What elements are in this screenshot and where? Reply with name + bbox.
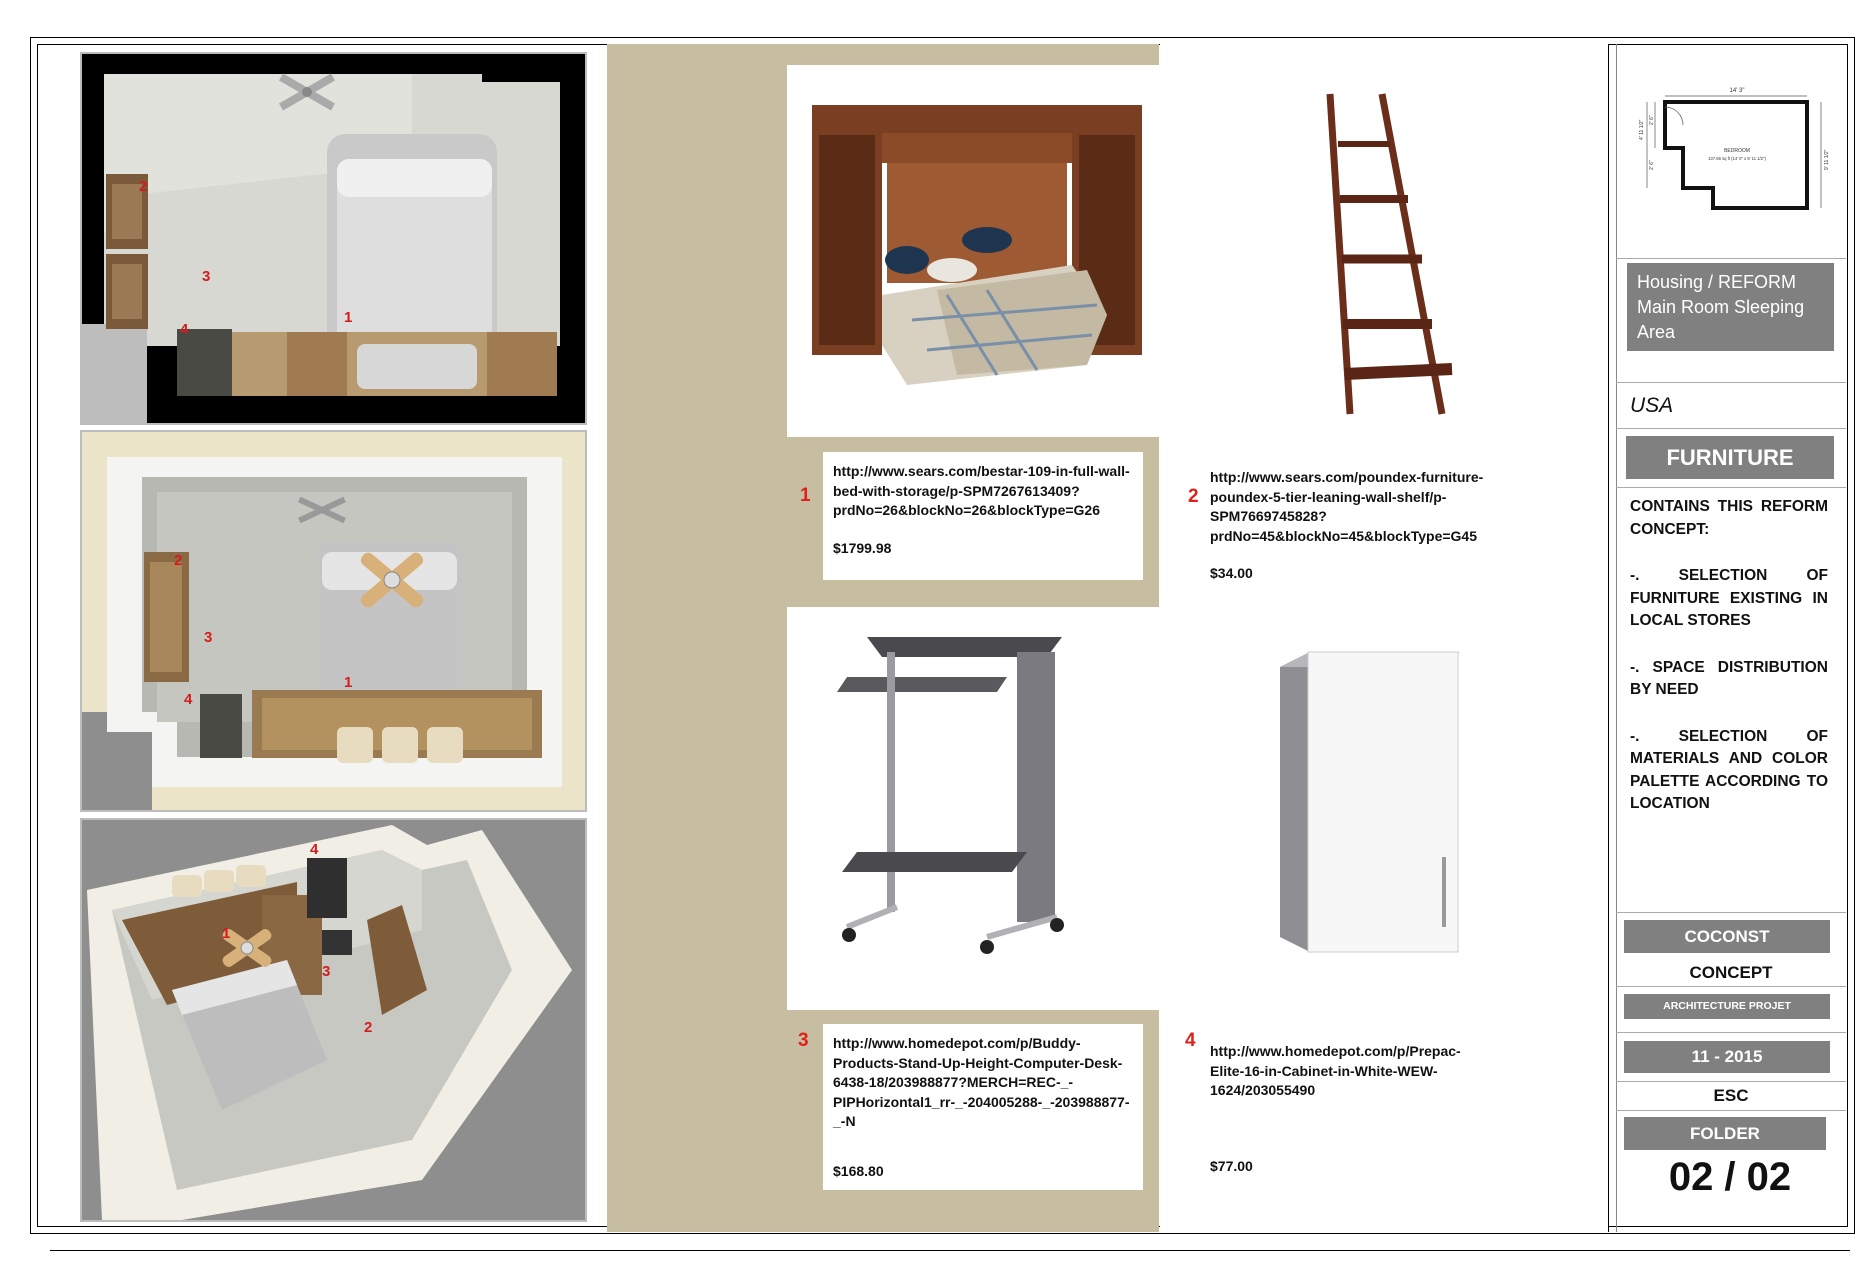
- marker-3: 3: [322, 963, 331, 980]
- scale-label: ESC: [1713, 1086, 1749, 1105]
- marker-1: 1: [344, 674, 353, 691]
- concept-description: [1630, 496, 1828, 840]
- product-4-info: [1200, 1032, 1500, 1172]
- render-elevated-view: [80, 430, 587, 812]
- description-line-2: -. SELECTION OF FURNITURE EXISTING IN LOCAL STORES: [1630, 567, 1828, 629]
- product-4-url[interactable]: http://www.homedepot.com/p/Prepac-Elite-16-in-Cabinet-in-White-WEW-1624/203055490: [1210, 1043, 1461, 1098]
- product-1-info: [823, 452, 1143, 580]
- product-2-url[interactable]: http://www.sears.com/poundex-furniture-poundex-5-tier-leaning-wall-shelf/p-SPM7669745828?prdNo=45&blockNo=45&blockType=G45: [1210, 469, 1484, 544]
- marker-2: 2: [174, 552, 183, 569]
- marker-4: 4: [180, 321, 189, 338]
- product-3-price: $168.80: [833, 1162, 884, 1179]
- bottom-rule: [50, 1250, 1850, 1251]
- product-3-info: [823, 1024, 1143, 1190]
- concept-label: CONCEPT: [1689, 963, 1773, 982]
- marker-1: 1: [344, 309, 353, 326]
- description-line-3: -. SPACE DISTRIBUTION BY NEED: [1630, 658, 1828, 698]
- product-3-image: [787, 607, 1159, 1010]
- titleblock-divider: [1608, 44, 1609, 1232]
- category-label: FURNITURE: [1626, 436, 1834, 479]
- project-title: Housing / REFORM Main Room Sleeping Area: [1627, 263, 1834, 351]
- country-label: USA: [1630, 394, 1674, 417]
- product-2-price: $34.00: [1210, 565, 1253, 581]
- product-3-number: 3: [798, 1030, 809, 1051]
- description-line-1: CONTAINS THIS REFORM CONCEPT:: [1630, 498, 1828, 538]
- description-line-4: -. SELECTION OF MATERIALS AND COLOR PALETTE ACCORDING TO LOCATION: [1630, 727, 1828, 812]
- date-label: 11 - 2015: [1624, 1041, 1830, 1073]
- plan-room-label: BEDROOM: [1724, 148, 1750, 154]
- marker-4: 4: [310, 841, 319, 858]
- folder-label: FOLDER: [1624, 1117, 1826, 1150]
- render-perspective-view: [80, 818, 587, 1222]
- marker-3: 3: [202, 268, 211, 285]
- product-4-number: 4: [1185, 1030, 1196, 1051]
- plan-dim-left-a: 4' 11 1/2": [1639, 119, 1645, 140]
- product-1-url[interactable]: http://www.sears.com/bestar-109-in-full-wall-bed-with-storage/p-SPM7267613409?prdNo=26&blockNo=26&blockType=G26: [833, 463, 1130, 518]
- company-label: COCONST: [1624, 920, 1830, 953]
- plan-dim-left-b: 2' 6": [1649, 115, 1655, 125]
- folder-number: 02 / 02: [1668, 1155, 1792, 1199]
- marker-3: 3: [204, 629, 213, 646]
- plan-dim-right: 9' 11 1/2": [1824, 149, 1830, 170]
- product-2-info: [1200, 458, 1520, 588]
- marker-2: 2: [139, 178, 148, 195]
- marker-1: 1: [222, 925, 231, 942]
- product-1-price: $1799.98: [833, 539, 892, 556]
- product-3-url[interactable]: http://www.homedepot.com/p/Buddy-Products-Stand-Up-Height-Computer-Desk-6438-18/203988877?MERCH=REC-_-PIPHorizontal1_rr-_-204005288-_-203988877-_-N: [833, 1035, 1130, 1129]
- discipline-label: ARCHITECTURE PROJET: [1624, 994, 1830, 1019]
- product-2-number: 2: [1188, 486, 1199, 507]
- render-top-view: [80, 52, 587, 425]
- floor-plan-thumbnail: [1625, 80, 1840, 230]
- product-4-price: $77.00: [1210, 1157, 1253, 1174]
- titleblock-divider-inner: [1616, 44, 1617, 1232]
- plan-dim-left-c: 2' 6": [1649, 160, 1655, 170]
- marker-2: 2: [364, 1019, 373, 1036]
- product-1-image: [787, 65, 1159, 437]
- plan-room-area: 137.66 sq ft (14' 0" x 8' 11 1/2"): [1708, 156, 1766, 161]
- marker-4: 4: [184, 691, 193, 708]
- plan-dim-top: 14' 3": [1729, 88, 1745, 94]
- product-1-number: 1: [800, 485, 811, 506]
